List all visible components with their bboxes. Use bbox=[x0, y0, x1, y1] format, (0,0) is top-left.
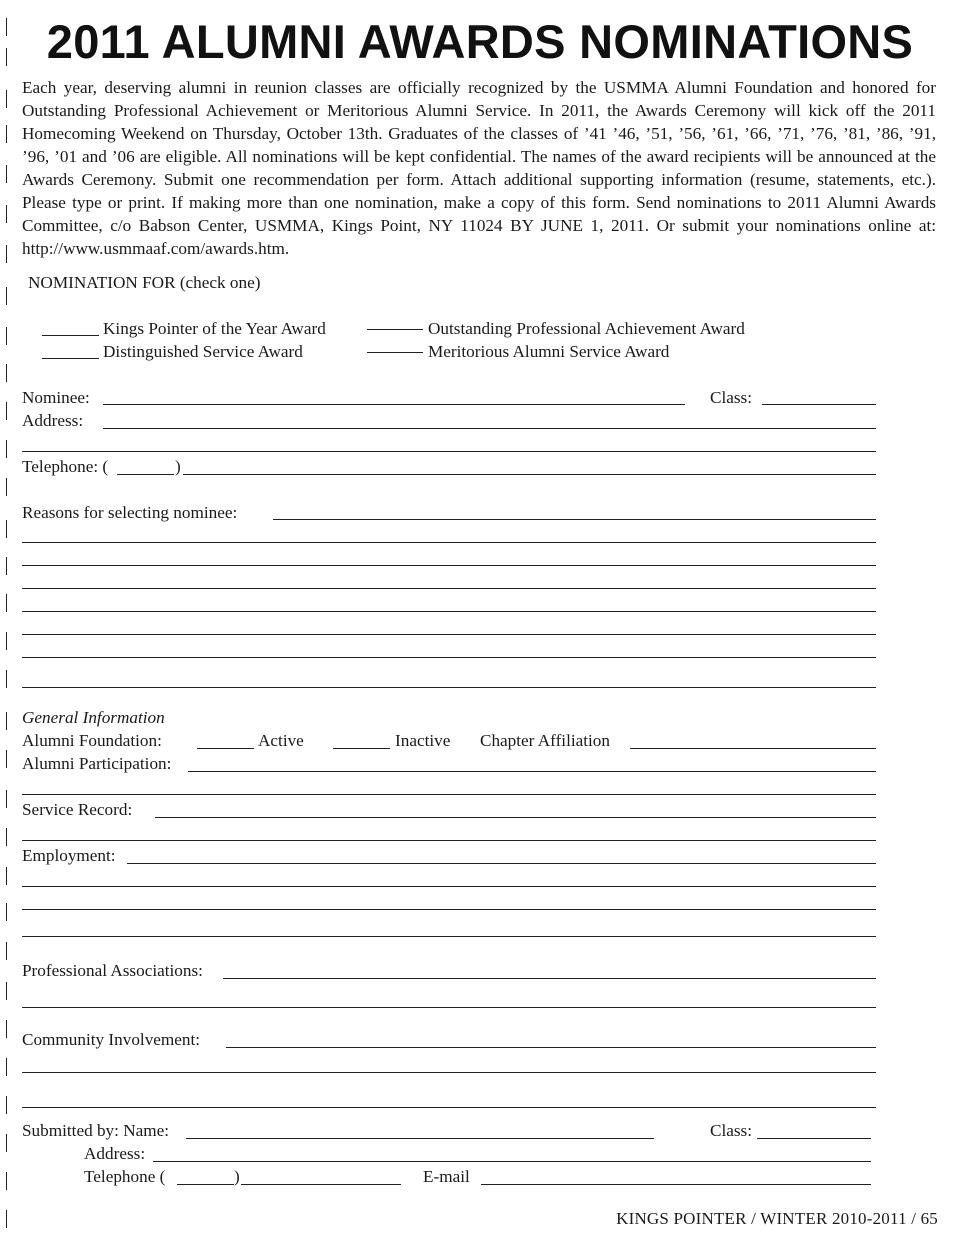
community-field-line[interactable] bbox=[22, 1072, 876, 1073]
margin-tick bbox=[6, 287, 7, 305]
chapter-affiliation-field[interactable] bbox=[630, 748, 876, 749]
reasons-field-line[interactable] bbox=[22, 565, 876, 566]
address-field[interactable] bbox=[103, 428, 876, 429]
chapter-affiliation-label: Chapter Affiliation bbox=[480, 731, 610, 750]
option-meritorious-service: Meritorious Alumni Service Award bbox=[428, 342, 670, 361]
service-record-label: Service Record: bbox=[22, 800, 133, 819]
telephone-close-paren: ) bbox=[175, 457, 181, 476]
telephone-field[interactable] bbox=[183, 474, 876, 475]
margin-tick bbox=[6, 364, 7, 382]
associations-field-line2[interactable] bbox=[22, 1007, 876, 1008]
margin-tick bbox=[6, 903, 7, 921]
submitter-telephone-label: Telephone ( bbox=[84, 1167, 166, 1186]
employment-label: Employment: bbox=[22, 846, 116, 865]
margin-tick bbox=[6, 867, 7, 885]
submitter-address-label: Address: bbox=[84, 1144, 146, 1163]
page-title: 2011 ALUMNI AWARDS NOMINATIONS bbox=[46, 15, 914, 68]
nominee-field[interactable] bbox=[103, 404, 685, 405]
margin-tick bbox=[6, 90, 7, 108]
margin-tick bbox=[6, 1210, 7, 1228]
reasons-field-line[interactable] bbox=[22, 611, 876, 612]
margin-tick bbox=[6, 520, 7, 538]
checkline-inactive[interactable] bbox=[333, 748, 390, 749]
option-outstanding-achievement: Outstanding Professional Achievement Award bbox=[428, 319, 745, 338]
checkline-active[interactable] bbox=[197, 748, 254, 749]
nominee-class-field[interactable] bbox=[762, 404, 876, 405]
margin-tick bbox=[6, 205, 7, 223]
margin-tick bbox=[6, 594, 7, 612]
option-kings-pointer: Kings Pointer of the Year Award bbox=[103, 319, 326, 338]
nominee-label: Nominee: bbox=[22, 388, 90, 407]
employment-field-line[interactable] bbox=[22, 886, 876, 887]
option-distinguished-service: Distinguished Service Award bbox=[103, 342, 303, 361]
employment-field-line[interactable] bbox=[22, 909, 876, 910]
submitter-class-field[interactable] bbox=[757, 1138, 871, 1139]
submitted-by-label: Submitted by: Name: bbox=[22, 1121, 170, 1140]
margin-tick bbox=[6, 670, 7, 688]
margin-tick bbox=[6, 828, 7, 846]
participation-field[interactable] bbox=[188, 771, 876, 772]
checkline-outstanding-achievement[interactable] bbox=[367, 329, 423, 330]
reasons-field-line[interactable] bbox=[22, 634, 876, 635]
reasons-label: Reasons for selecting nominee: bbox=[22, 503, 238, 522]
margin-tick bbox=[6, 790, 7, 808]
telephone-area-code-field[interactable] bbox=[117, 474, 174, 475]
reasons-field-line[interactable] bbox=[22, 657, 876, 658]
margin-tick bbox=[6, 982, 7, 1000]
margin-tick bbox=[6, 1020, 7, 1038]
margin-tick bbox=[6, 632, 7, 650]
margin-tick bbox=[6, 402, 7, 420]
community-field[interactable] bbox=[226, 1047, 876, 1048]
margin-tick bbox=[6, 1058, 7, 1076]
margin-tick bbox=[6, 712, 7, 730]
submitter-telephone-field[interactable] bbox=[241, 1184, 401, 1185]
address-label: Address: bbox=[22, 411, 84, 430]
page-footer: KINGS POINTER / WINTER 2010-2011 / 65 bbox=[616, 1209, 938, 1228]
participation-field-line2[interactable] bbox=[22, 794, 876, 795]
margin-tick bbox=[6, 125, 7, 143]
checkline-kings-pointer[interactable] bbox=[42, 335, 99, 336]
telephone-label: Telephone: ( bbox=[22, 457, 109, 476]
reasons-field[interactable] bbox=[273, 519, 876, 520]
submitter-class-label: Class: bbox=[710, 1121, 753, 1140]
margin-tick bbox=[6, 750, 7, 768]
submitter-address-field[interactable] bbox=[153, 1161, 871, 1162]
service-record-field[interactable] bbox=[155, 817, 876, 818]
address-field-line2[interactable] bbox=[22, 451, 876, 452]
email-field[interactable] bbox=[481, 1184, 871, 1185]
general-info-heading: General Information bbox=[22, 708, 165, 727]
community-label: Community Involvement: bbox=[22, 1030, 201, 1049]
submitter-area-code-field[interactable] bbox=[177, 1184, 234, 1185]
checkline-distinguished-service[interactable] bbox=[42, 358, 99, 359]
inactive-label: Inactive bbox=[395, 731, 451, 750]
nominee-class-label: Class: bbox=[710, 388, 753, 407]
margin-tick bbox=[6, 942, 7, 960]
margin-tick bbox=[6, 1172, 7, 1190]
service-record-field-line2[interactable] bbox=[22, 840, 876, 841]
employment-field-line[interactable] bbox=[22, 936, 876, 937]
margin-tick bbox=[6, 1134, 7, 1152]
participation-label: Alumni Participation: bbox=[22, 754, 172, 773]
margin-tick bbox=[6, 327, 7, 345]
margin-tick bbox=[6, 245, 7, 263]
checkline-meritorious-service[interactable] bbox=[367, 352, 423, 353]
submitter-name-field[interactable] bbox=[186, 1138, 654, 1139]
foundation-label: Alumni Foundation: bbox=[22, 731, 162, 750]
margin-tick bbox=[6, 165, 7, 183]
nomination-heading: NOMINATION FOR (check one) bbox=[28, 273, 261, 292]
employment-field[interactable] bbox=[127, 863, 876, 864]
associations-field[interactable] bbox=[223, 978, 876, 979]
associations-label: Professional Associations: bbox=[22, 961, 203, 980]
reasons-field-line[interactable] bbox=[22, 588, 876, 589]
margin-tick bbox=[6, 557, 7, 575]
margin-tick bbox=[6, 478, 7, 496]
submitter-telephone-close: ) bbox=[234, 1167, 240, 1186]
margin-tick bbox=[6, 440, 7, 458]
community-field-line[interactable] bbox=[22, 1107, 876, 1108]
reasons-field-line[interactable] bbox=[22, 542, 876, 543]
active-label: Active bbox=[258, 731, 304, 750]
margin-tick bbox=[6, 1096, 7, 1114]
email-label: E-mail bbox=[423, 1167, 470, 1186]
reasons-field-line[interactable] bbox=[22, 687, 876, 688]
intro-paragraph: Each year, deserving alumni in reunion classes are officially recognized by the USMMA Alumni Foundation and honored for Outstanding Professional Achievement or Meritorious Alumni Service. In 2011, the Awards Ceremony will kick off the 2011 Homecoming Weekend on Thursday, October 13th. Graduates of the classes of ’41 ’46, ’51, ’56, ’61, ’66, ’71, ’76, ’81, ’86, ’91, ’96, ’01 and ’06 are eligible. All nominations will be kept confidential. The names of the award recipients will be announced at the Awards Ceremony. Submit one recommendation per form. Attach additional supporting information (resume, statements, etc.). Please type or print. If making more than one nomination, make a copy of this form. Send nominations to 2011 Alumni Awards Committee, c/o Babson Center, USMMA, Kings Point, NY 11024 BY JUNE 1, 2011. Or submit your nominations online at: http://www.usmmaaf.com/awards.htm. bbox=[22, 78, 936, 258]
